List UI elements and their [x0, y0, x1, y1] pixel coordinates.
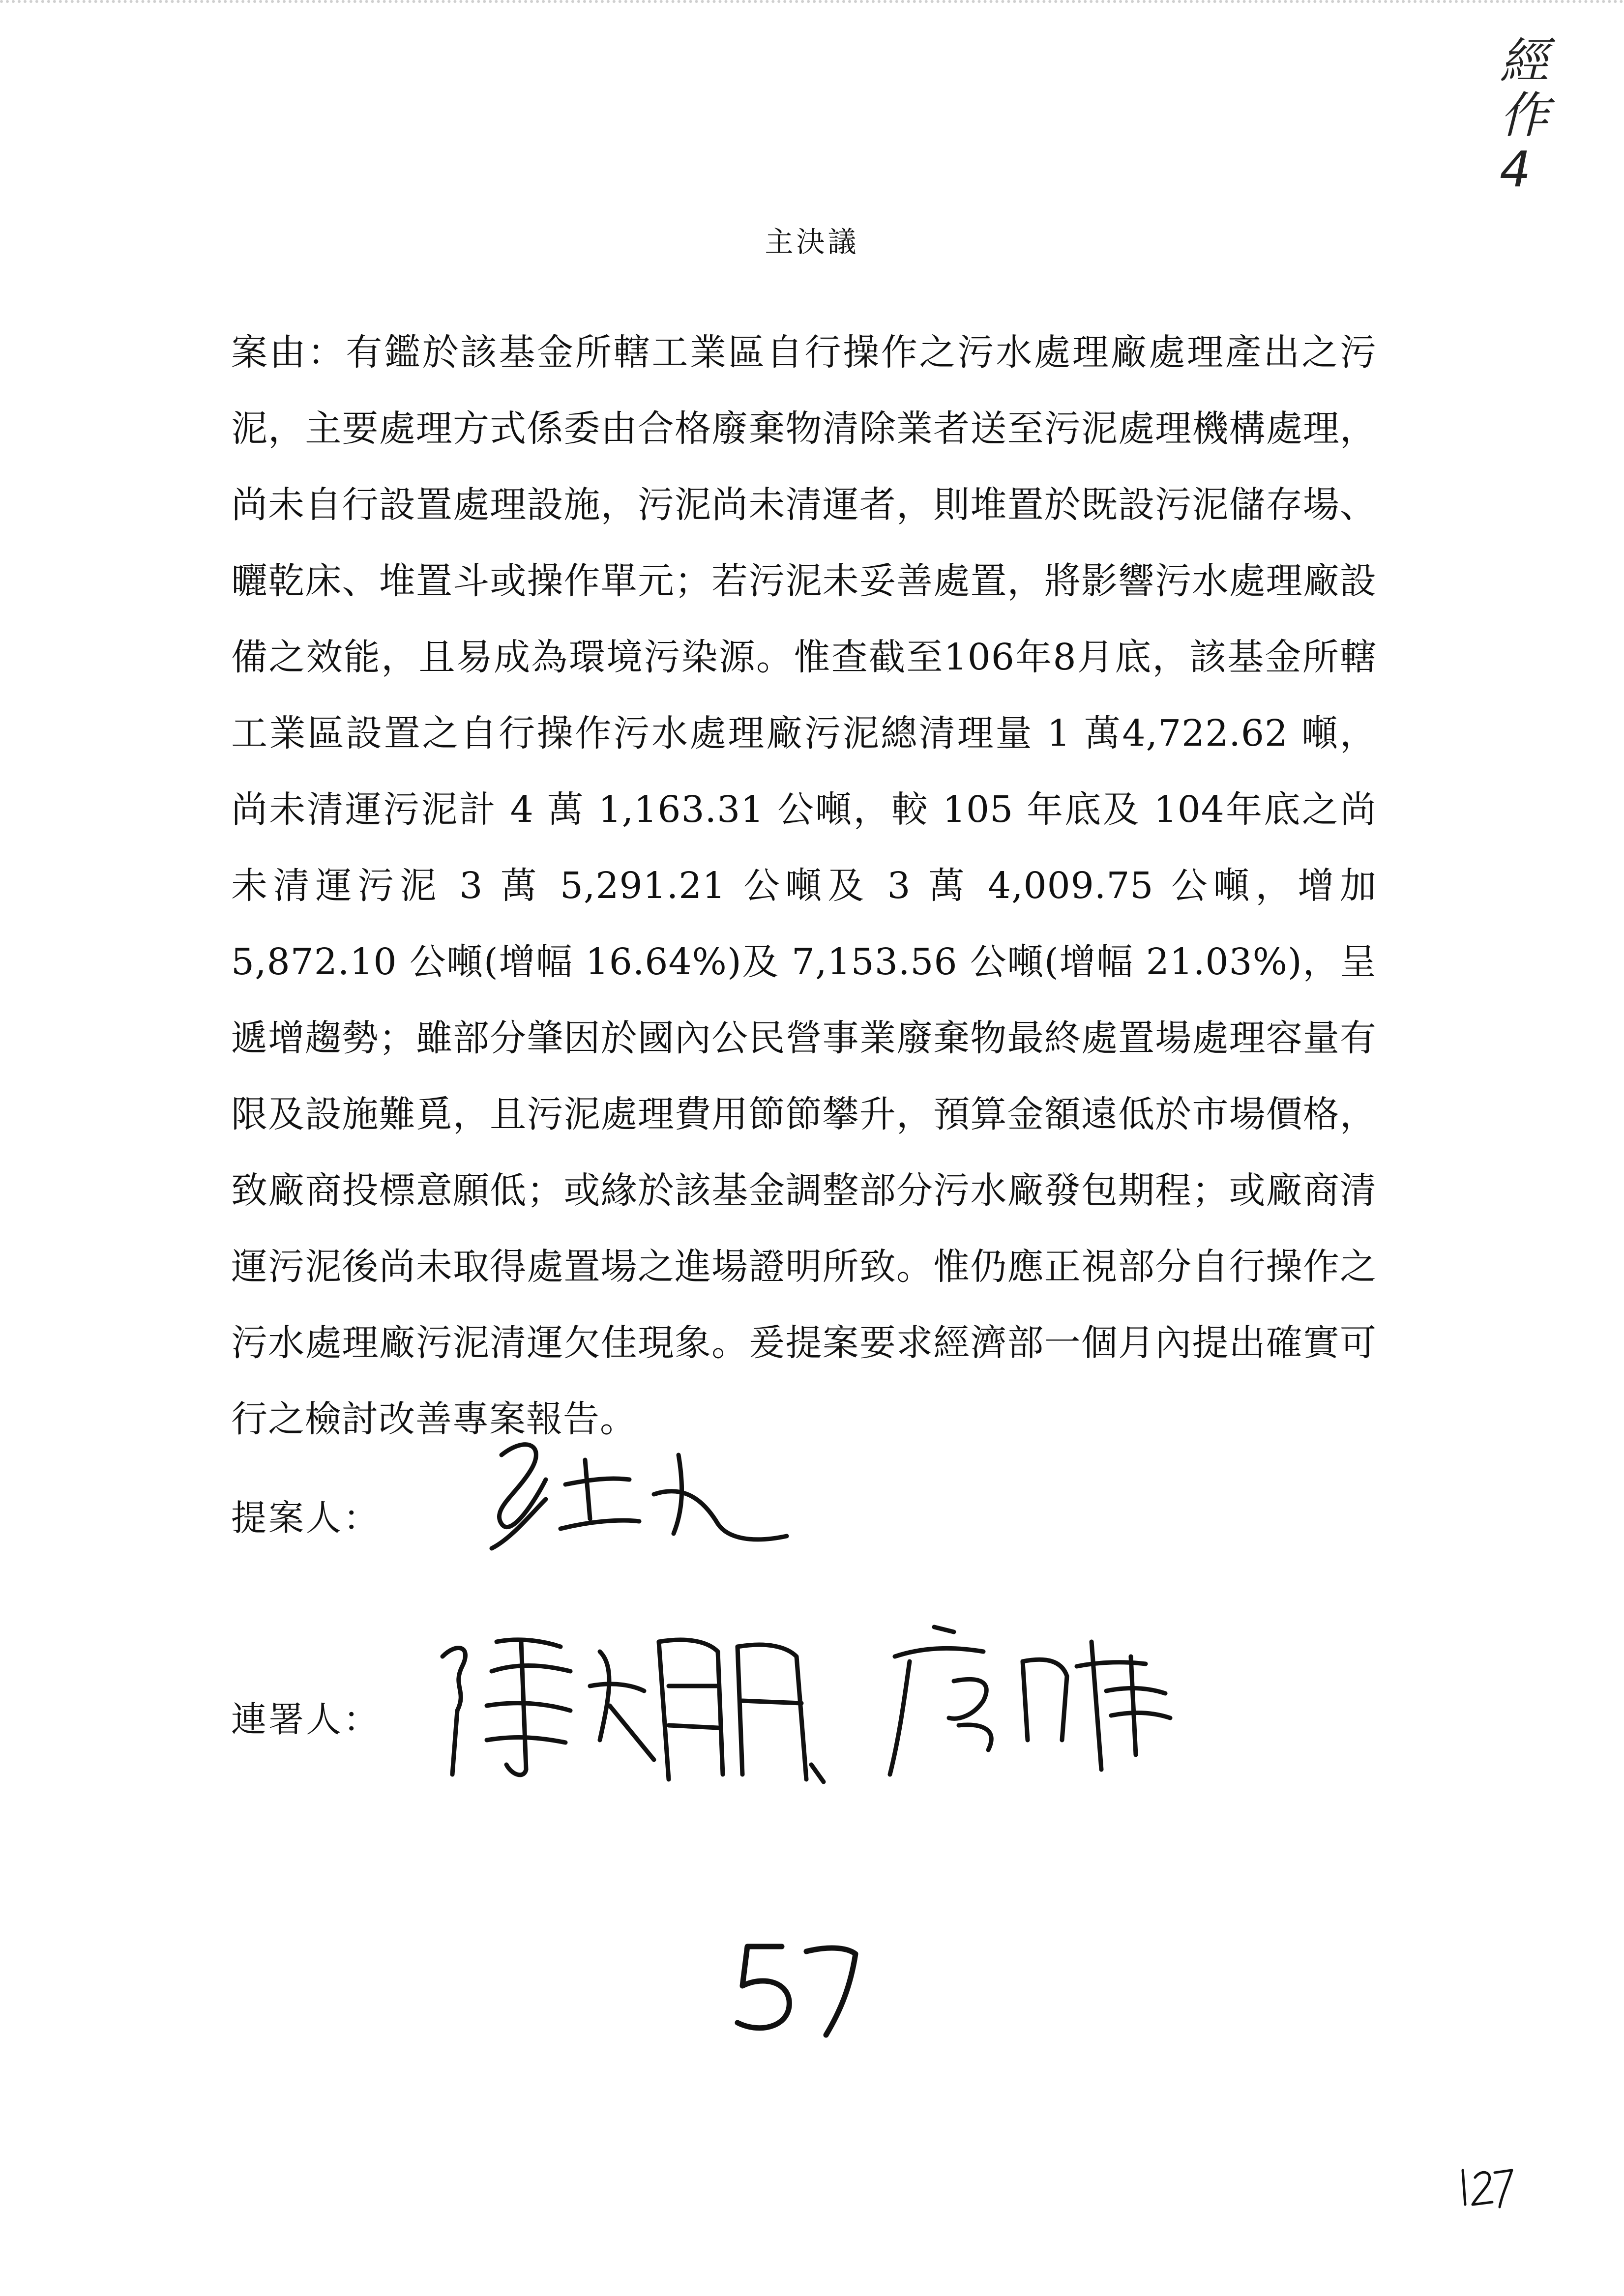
- proposer-label: 提案人：: [231, 1497, 381, 1539]
- page-title: 主決議: [765, 225, 859, 259]
- case-text: 有鑑於該基金所轄工業區自行操作之污水處理廠處理產出之污泥，主要處理方式係委由合格廢棄物清除業者送至污泥處理機構處理，尚未自行設置處理設施，污泥尚未清運者，則堆置於既設污泥儲存場、曬乾床、堆置斗或操作單元；若污泥未妥善處置，將影響污水處理廠設備之效能，且易成為環境污染源。惟查截至106年8月底，該基金所轄工業區設置之自行操作污水處理廠污泥總清理量 1 萬4,722.62 噸，尚未清運污泥計 4 萬 1,163.31 公噸，較 105 年底及 104年底之尚未清運污泥 3 萬 5,291.21 公噸及 3 萬 4,009.75 公噸，增加5,872.10 公噸(增幅 16.64%)及 7,153.56 公噸(增幅 21.03%)，呈遞增趨勢；雖部分肇因於國內公民營事業廢棄物最終處置場處理容量有限及設施難覓，且污泥處理費用節節攀升，預算金額遠低於市場價格，致廠商投標意願低；或緣於該基金調整部分污水廠發包期程；或廠商清運污泥後尚未取得處置場之進場證明所致。惟仍應正視部分自行操作之污水處理廠污泥清運欠佳現象。爰提案要求經濟部一個月內提出確實可行之檢討改善專案報告。: [231, 331, 1377, 1440]
- handwritten-page-number: [728, 1932, 865, 2042]
- case-label: 案由：: [231, 331, 346, 374]
- corner-page-number: [1455, 2163, 1514, 2214]
- proposer-signature: [472, 1425, 806, 1573]
- cosigner-label: 連署人：: [231, 1699, 381, 1740]
- corner-note-char: 作: [1500, 87, 1549, 144]
- cosigner-signature-1: [423, 1612, 826, 1799]
- cosigner-signature-2: [875, 1607, 1180, 1784]
- corner-handwritten-note: [1500, 34, 1549, 197]
- corner-note-char: 經: [1500, 32, 1549, 90]
- resolution-body: [231, 315, 1377, 1457]
- scan-edge-marks: [0, 0, 1624, 18]
- corner-note-char: 4: [1500, 141, 1531, 198]
